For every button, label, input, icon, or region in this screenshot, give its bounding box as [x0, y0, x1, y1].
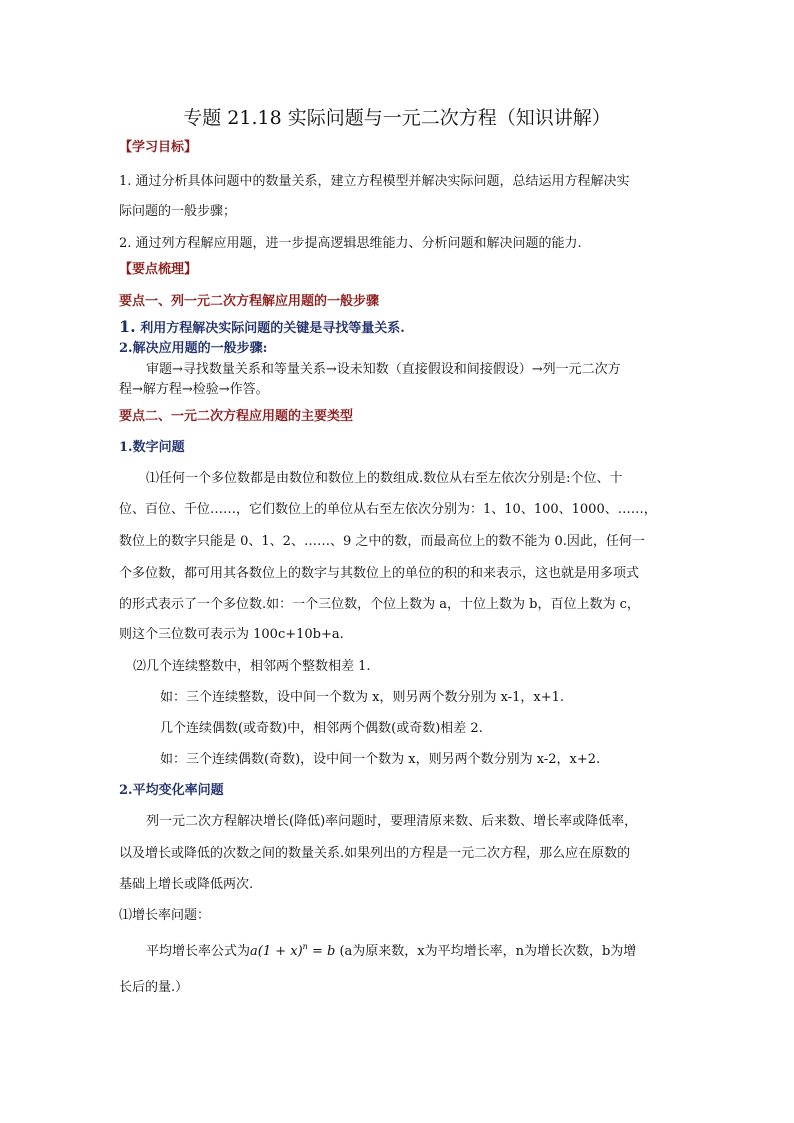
type-2-para-line-1: 列一元二次方程解决增长(降低)率问题时，要理清原来数、后来数、增长率或降低率，	[146, 814, 638, 829]
type-1-para-line-1: ⑴任何一个多位数都是由数位和数位上的数组成.数位从右至左依次分别是:个位、十	[146, 471, 623, 486]
type-1-para-line-2: 位、百位、千位……，它们数位上的单位从右至左依次分别为：1、10、100、1000、……，	[119, 502, 657, 517]
formula-explanation: (a为原来数，x为平均增长率，n为增长次数，b为增	[335, 944, 637, 959]
formula-base: a(1 + x)	[250, 944, 303, 959]
type-1-para-line-6: 则这个三位数可表示为 100c+10b+a.	[119, 627, 344, 642]
point-2-heading: 要点二、一元二次方程应用题的主要类型	[119, 409, 354, 424]
point-1-item-2: 2.解决应用题的一般步骤:	[119, 341, 268, 356]
growth-formula	[250, 944, 335, 959]
formula-exponent: n	[302, 942, 308, 951]
formula-prefix: 平均增长率公式为	[146, 944, 251, 959]
type-2-heading: 2.平均变化率问题	[119, 783, 224, 798]
growth-formula-line	[146, 943, 636, 961]
type-1-para-line-5: 的形式表示了一个多位数.如：一个三位数，个位上数为 a，十位上数为 b，百位上数为 c，	[119, 597, 640, 612]
point-1-heading: 要点一、列一元二次方程解应用题的一般步骤	[119, 294, 380, 309]
type-1-para-line-4: 个多位数，都可用其各数位上的数字与其数位上的单位的积的和来表示，这也就是用多项式	[119, 566, 640, 581]
points-heading: 【要点梳理】	[119, 262, 198, 277]
type-2-para-line-2: 以及增长或降低的次数之间的数量关系.如果列出的方程是一元二次方程，那么应在原数的	[119, 846, 631, 861]
goal-1-line-2: 际问题的一般步骤；	[119, 204, 237, 219]
page-title: 专题 21.18 实际问题与一元二次方程（知识讲解）	[183, 107, 611, 129]
goal-1-line-1: 1. 通过分析具体问题中的数量关系，建立方程模型并解决实际问题，总结运用方程解决实	[119, 174, 630, 189]
type-1-heading: 1.数字问题	[119, 440, 185, 455]
consecutive-even-odd: 几个连续偶数(或奇数)中，相邻两个偶数(或奇数)相差 2.	[160, 721, 483, 736]
item-1-number: 1.	[119, 317, 136, 336]
type-2-para-line-3: 基础上增长或降低两次.	[119, 877, 254, 892]
steps-line-1: 审题→寻找数量关系和等量关系→设未知数（直接假设和间接假设）→列一元二次方	[146, 362, 621, 377]
growth-formula-line-2: 长后的量.）	[119, 980, 189, 995]
type-1-para-line-3: 数位上的数字只能是 0、1、2、……、9 之中的数，而最高位上的数不能为 0.因此，任何一	[119, 534, 645, 549]
goal-2: 2. 通过列方程解应用题，进一步提高逻辑思维能力、分析问题和解决问题的能力.	[119, 236, 582, 251]
consecutive-integers: ⑵几个连续整数中，相邻两个整数相差 1.	[133, 659, 371, 674]
consecutive-even-odd-example: 如：三个连续偶数(奇数)，设中间一个数为 x，则另两个数分别为 x-2，x+2.	[160, 752, 601, 767]
steps-line-2: 程→解方程→检验→作答。	[119, 382, 269, 397]
goals-heading: 【学习目标】	[119, 140, 198, 155]
consecutive-integers-example: 如：三个连续整数，设中间一个数为 x，则另两个数分别为 x-1，x+1.	[160, 690, 564, 705]
item-1-text: 利用方程解决实际问题的关键是寻找等量关系.	[135, 321, 405, 336]
growth-rate-subheading: ⑴增长率问题：	[119, 908, 211, 923]
point-1-item-1	[119, 318, 405, 338]
formula-rhs: = b	[307, 944, 336, 959]
